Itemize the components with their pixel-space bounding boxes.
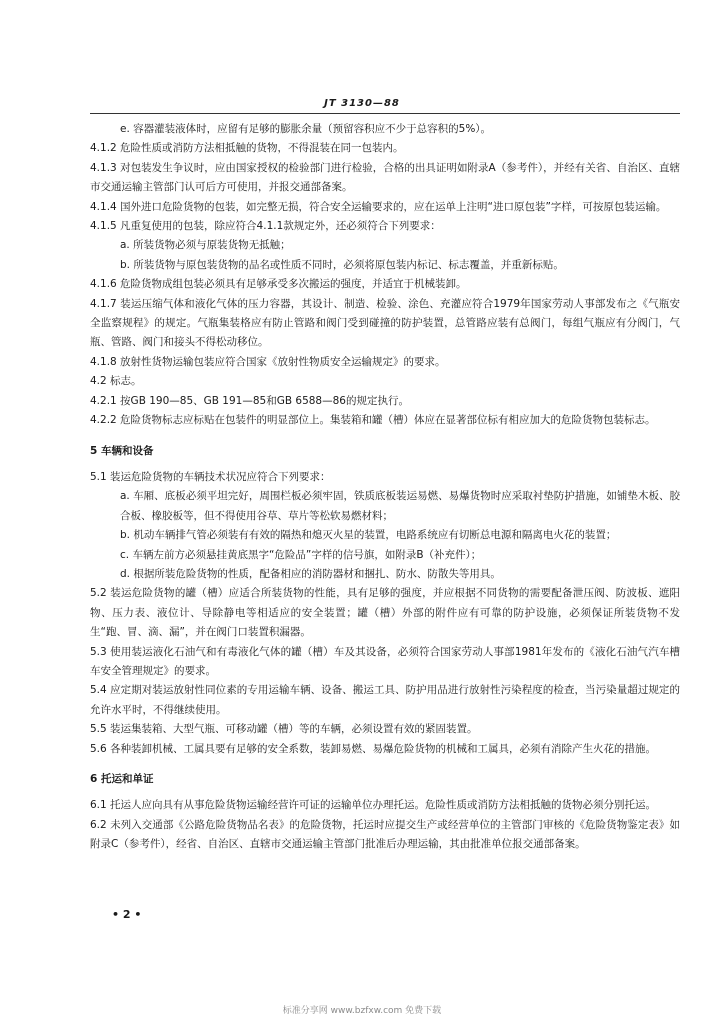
paragraph: 5.5 装运集装箱、大型气瓶、可移动罐（槽）等的车辆，必须设置有效的紧固装置。 <box>90 723 478 736</box>
paragraph: a. 所装货物必须与原装货物无抵触； <box>120 239 291 252</box>
page-number: • 2 • <box>112 908 142 921</box>
paragraph: 4.1.8 放射性货物运输包装应符合国家《放射性物质安全运输规定》的要求。 <box>90 355 446 368</box>
section-heading: 6 托运和单证 <box>90 773 154 785</box>
paragraph: 6.1 托运人应向具有从事危险货物运输经营许可证的运输单位办理托运。危险性质或消防方法相抵触的货物必须分别托运。 <box>90 799 657 812</box>
section-heading: 5 车辆和设备 <box>90 444 154 457</box>
footer-watermark: 标准分享网 www.bzfxw.com 免费下载 <box>282 1006 442 1016</box>
paragraph: 5.2 装运危险货物的罐（槽）应适合所装货物的性能，具有足够的强度，并应根据不同货物的需要配备泄压阀、防波板、遮阳物、压力表、液位计、导除静电等相适应的安全装置；罐（槽）外部的附件应有可靠的防护设施，必须保证所装货物不发生“跑、冒、滴、漏”，并在阀门口装置积漏器。 <box>90 587 680 639</box>
paragraph: 4.2.2 危险货物标志应标贴在包装件的明显部位上。集装箱和罐（槽）体应在显著部位标有相应加大的危险货物包装标志。 <box>90 414 656 427</box>
paragraph: 6.2 未列入交通部《公路危险货物品名表》的危险货物，托运时应提交生产或经营单位的主管部门审核的《危险货物鉴定表》如附录C（参考件），经省、自治区、直辖市交通运输主管部门批准后办理运输，其由批准单位报交通部备案。 <box>90 818 680 851</box>
paragraph: 4.1.7 装运压缩气体和液化气体的压力容器，其设计、制造、检验、涂色、充灌应符合1979年国家劳动人事部发布之《气瓶安全监察规程》的规定。气瓶集装格应有防止管路和阀门受到碰撞的防护装置，总管路应装有总阀门，每组气瓶应有分阀门，气瓶、管路、阀门和接头不得松动移位。 <box>90 297 680 349</box>
paragraph: 4.1.6 危险货物成组包装必须具有足够承受多次搬运的强度，并适宜于机械装卸。 <box>90 278 467 291</box>
paragraph: 4.2.1 按GB 190—85、GB 191—85和GB 6588—86的规定执行。 <box>90 394 409 407</box>
paragraph: b. 所装货物与原包装货物的品名或性质不同时，必须将原包装内标记、标志覆盖，并重新标贴。 <box>120 258 564 271</box>
paragraph: 5.6 各种装卸机械、工属具要有足够的安全系数，装卸易燃、易爆危险货物的机械和工属具，必须有消除产生火花的措施。 <box>90 742 657 755</box>
paragraph: 5.4 应定期对装运放射性同位素的专用运输车辆、设备、搬运工具、防护用品进行放射性污染程度的检查，当污染量超过规定的允许水平时，不得继续使用。 <box>90 684 680 716</box>
paragraph: 4.1.5 凡重复使用的包装，除应符合4.1.1款规定外，还必须符合下列要求： <box>90 220 441 233</box>
paragraph: 4.2 标志。 <box>90 375 142 388</box>
paragraph: a. 车厢、底板必须平坦完好，周围栏板必须牢固，铁质底板装运易燃、易爆货物时应采取衬垫防护措施，如铺垫木板、胶合板、橡胶板等，但不得使用谷草、草片等松软易燃材料； <box>120 490 680 522</box>
paragraph: b. 机动车辆排气管必须装有有效的隔热和熄灭火星的装置，电路系统应有切断总电源和隔离电火花的装置； <box>120 529 617 542</box>
paragraph: 5.3 使用装运液化石油气和有毒液化气体的罐（槽）车及其设备，必须符合国家劳动人事部1981年发布的《液化石油气汽车槽车安全管理规定》的要求。 <box>90 645 680 677</box>
paragraph: c. 车辆左前方必须悬挂黄底黑字“危险品”字样的信号旗，如附录B（补充件）； <box>120 548 482 561</box>
paragraph: e. 容器灌装液体时，应留有足够的膨胀余量（预留容积应不少于总容积的5%）。 <box>120 123 492 135</box>
paragraph: 5.1 装运危险货物的车辆技术状况应符合下列要求： <box>90 470 331 483</box>
header-rule <box>90 113 680 114</box>
paragraph: d. 根据所装危险货物的性质，配备相应的消防器材和捆扎、防水、防散失等用具。 <box>120 567 501 580</box>
paragraph: 4.1.3 对包装发生争议时，应由国家授权的检验部门进行检验，合格的出具证明如附录A（参考件），并经有关省、自治区、直辖市交通运输主管部门认可后方可使用，并报交通部备案。 <box>90 161 680 194</box>
body-text <box>90 120 680 855</box>
paragraph: 4.1.2 危险性质或消防方法相抵触的货物，不得混装在同一包装内。 <box>90 142 404 155</box>
standard-header: JT 3130—88 <box>324 98 400 109</box>
paragraph: 4.1.4 国外进口危险货物的包装，如完整无损，符合安全运输要求的，应在运单上注明“进口原包装”字样，可按原包装运输。 <box>90 200 667 213</box>
